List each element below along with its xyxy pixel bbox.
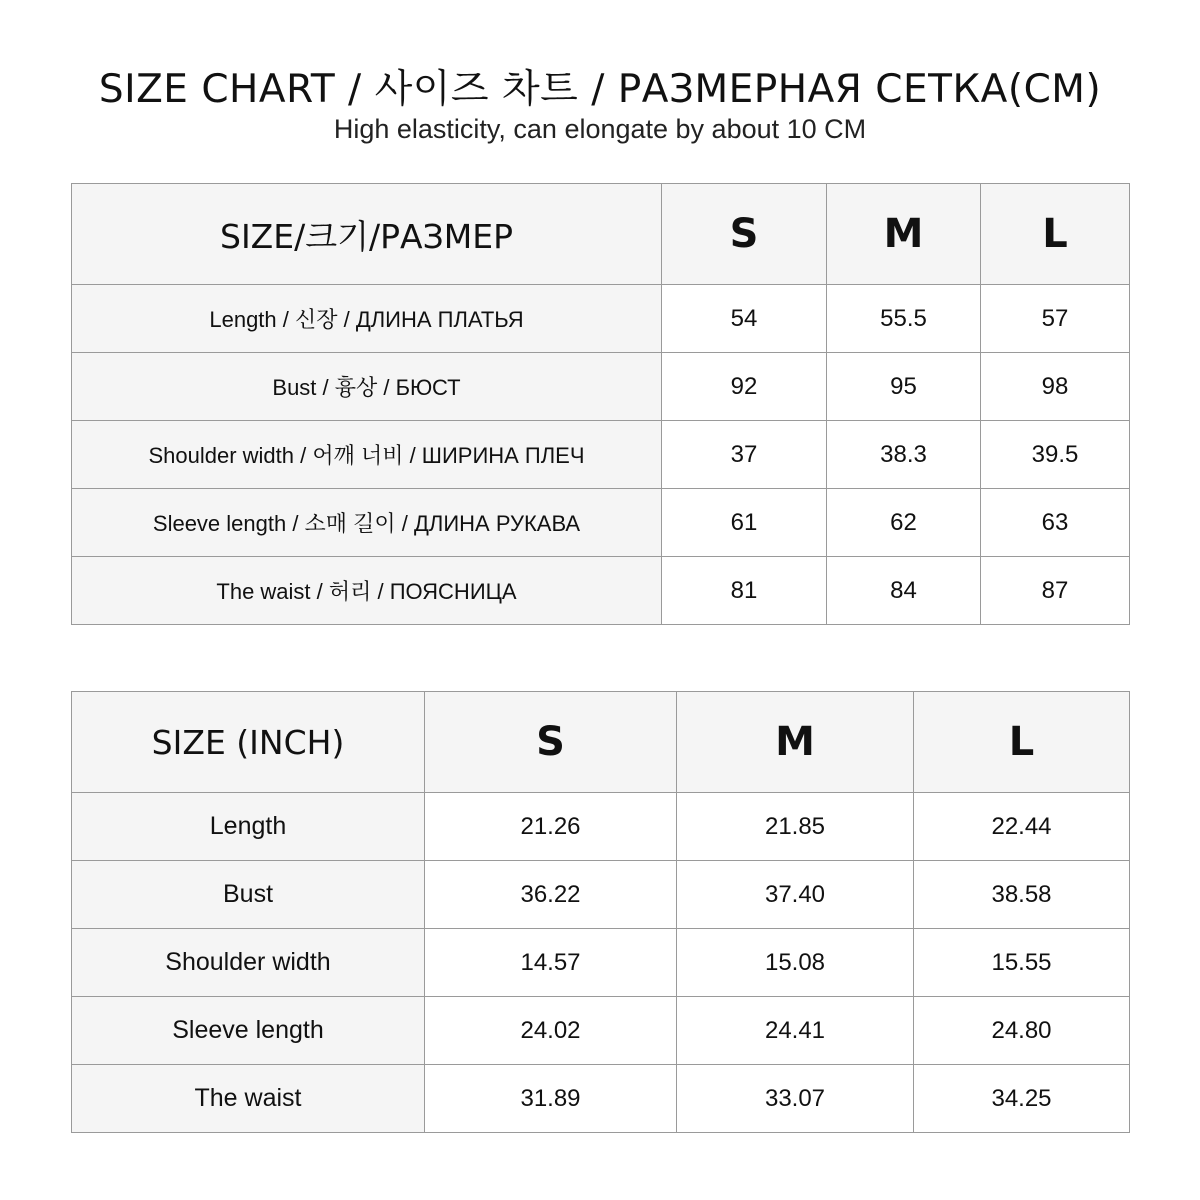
value-cell: 37: [662, 421, 827, 489]
value-cell: 21.85: [677, 793, 914, 861]
value-cell: 15.55: [914, 929, 1130, 997]
header-size-m: M: [883, 211, 924, 257]
value-cell: 21.26: [425, 793, 677, 861]
value-cell: 62: [827, 489, 981, 557]
page-title: SIZE CHART / 사이즈 차트 / РАЗМЕРНАЯ СЕТКА(CM): [98, 67, 1102, 112]
size-table-inch: [71, 691, 1130, 1133]
value-cell: 61: [662, 489, 827, 557]
table-row: [72, 353, 1130, 421]
row-label: Sleeve length / 소매 길이 / ДЛИНА РУКАВА: [72, 489, 662, 557]
value-cell: 92: [662, 353, 827, 421]
value-cell: 87: [981, 557, 1130, 625]
value-cell: 33.07: [677, 1065, 914, 1133]
header-size-cell: [914, 692, 1130, 793]
value-cell: 31.89: [425, 1065, 677, 1133]
table-row: [72, 929, 1130, 997]
page-subtitle: High elasticity, can elongate by about 10 CM: [333, 114, 867, 144]
value-cell: 38.3: [827, 421, 981, 489]
value-cell: 22.44: [914, 793, 1130, 861]
table-row: [72, 1065, 1130, 1133]
value-cell: 38.58: [914, 861, 1130, 929]
value-cell: 55.5: [827, 285, 981, 353]
table-row: [72, 793, 1130, 861]
header-size-s: S: [536, 719, 565, 765]
row-label: Bust / 흉상 / БЮСТ: [72, 353, 662, 421]
row-label: Length / 신장 / ДЛИНА ПЛАТЬЯ: [72, 285, 662, 353]
header-size-cell: [981, 184, 1130, 285]
header-label-cell: [72, 692, 425, 793]
table-row: [72, 557, 1130, 625]
header-size-m: M: [775, 719, 815, 765]
row-label: Shoulder width: [72, 929, 425, 997]
value-cell: 37.40: [677, 861, 914, 929]
table-row: [72, 285, 1130, 353]
header-size-l: L: [1008, 719, 1035, 765]
size-table-cm: [71, 183, 1130, 625]
header-size-cell: [827, 184, 981, 285]
row-label: Sleeve length: [72, 997, 425, 1065]
value-cell: 36.22: [425, 861, 677, 929]
header-size-l: L: [1042, 211, 1068, 257]
table-row: [72, 861, 1130, 929]
value-cell: 24.02: [425, 997, 677, 1065]
header-size-cell: [425, 692, 677, 793]
header-label-cell: [72, 184, 662, 285]
value-cell: 14.57: [425, 929, 677, 997]
value-cell: 39.5: [981, 421, 1130, 489]
table-row: [72, 489, 1130, 557]
value-cell: 54: [662, 285, 827, 353]
row-label: The waist: [72, 1065, 425, 1133]
value-cell: 24.80: [914, 997, 1130, 1065]
value-cell: 81: [662, 557, 827, 625]
row-label: Shoulder width / 어깨 너비 / ШИРИНА ПЛЕЧ: [72, 421, 662, 489]
value-cell: 57: [981, 285, 1130, 353]
value-cell: 84: [827, 557, 981, 625]
header-size-cell: [662, 184, 827, 285]
table-header-row: [72, 692, 1130, 793]
header-size-cell: [677, 692, 914, 793]
table-header-row: [72, 184, 1130, 285]
row-label: Bust: [72, 861, 425, 929]
value-cell: 95: [827, 353, 981, 421]
row-label: Length: [72, 793, 425, 861]
header-label: SIZE/크기/РАЗМЕР: [220, 216, 513, 256]
row-label: The waist / 허리 / ПОЯСНИЦА: [72, 557, 662, 625]
value-cell: 63: [981, 489, 1130, 557]
header-label: SIZE (INCH): [151, 722, 345, 762]
value-cell: 98: [981, 353, 1130, 421]
value-cell: 15.08: [677, 929, 914, 997]
header-size-s: S: [729, 211, 759, 257]
table-row: [72, 997, 1130, 1065]
table-row: [72, 421, 1130, 489]
value-cell: 24.41: [677, 997, 914, 1065]
value-cell: 34.25: [914, 1065, 1130, 1133]
